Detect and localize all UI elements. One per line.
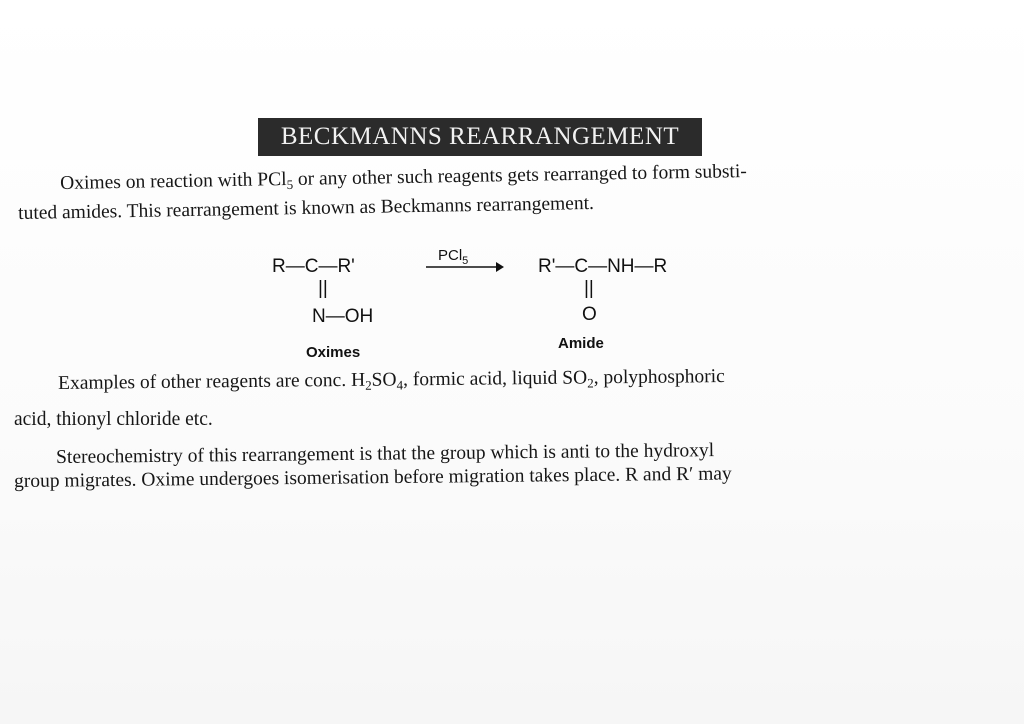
product-top-text: R'—C—NH—R: [538, 256, 668, 277]
text-run: Examples of other reagents are conc. H: [58, 369, 366, 394]
reaction-diagram: [270, 240, 740, 365]
text-run: or any other such reagents gets rearranged to form substi-: [292, 161, 747, 190]
reaction-arrow-head: [496, 262, 504, 272]
product-bottom-text: O: [582, 304, 597, 325]
text-run: group migrates. Oxime undergoes isomerisation before migration takes place. R and R′ may: [14, 463, 732, 492]
reactant-bottom-text: N—OH: [312, 306, 374, 327]
paragraph-2-line-2: [14, 408, 213, 432]
text-run: Oximes on reaction with PCl: [60, 169, 287, 194]
product-double-bond: ||: [584, 278, 594, 299]
subscript: 4: [396, 377, 404, 393]
text-run: tuted amides. This rearrangement is known as Beckmanns rearrangement.: [18, 192, 595, 224]
reaction-scheme: [270, 240, 740, 365]
subscript: 2: [365, 377, 372, 393]
text-run: , polyphosphoric: [593, 366, 725, 389]
reactant-double-bond: ||: [318, 278, 328, 299]
reagent-text: PCl$_5$: [438, 247, 469, 267]
reactant-label: Oximes: [306, 344, 361, 361]
paragraph-1-line-1: [60, 160, 747, 196]
text-run: Stereochemistry of this rearrangement is that the group which is anti to the hydroxyl: [56, 440, 715, 468]
paragraph-2-line-1: [58, 365, 725, 396]
subscript: 5: [286, 176, 294, 193]
reactant-top-text: R—C—R': [272, 256, 355, 277]
section-heading-box: [258, 118, 702, 156]
section-heading: BECKMANNS REARRANGEMENT: [280, 123, 680, 150]
paragraph-1-line-2: [18, 192, 594, 226]
text-run: SO: [371, 369, 397, 391]
subscript: 2: [587, 375, 594, 391]
text-run: acid, thionyl chloride etc.: [14, 409, 213, 430]
text-run: , formic acid, liquid SO: [402, 367, 588, 391]
product-label: Amide: [558, 335, 604, 352]
